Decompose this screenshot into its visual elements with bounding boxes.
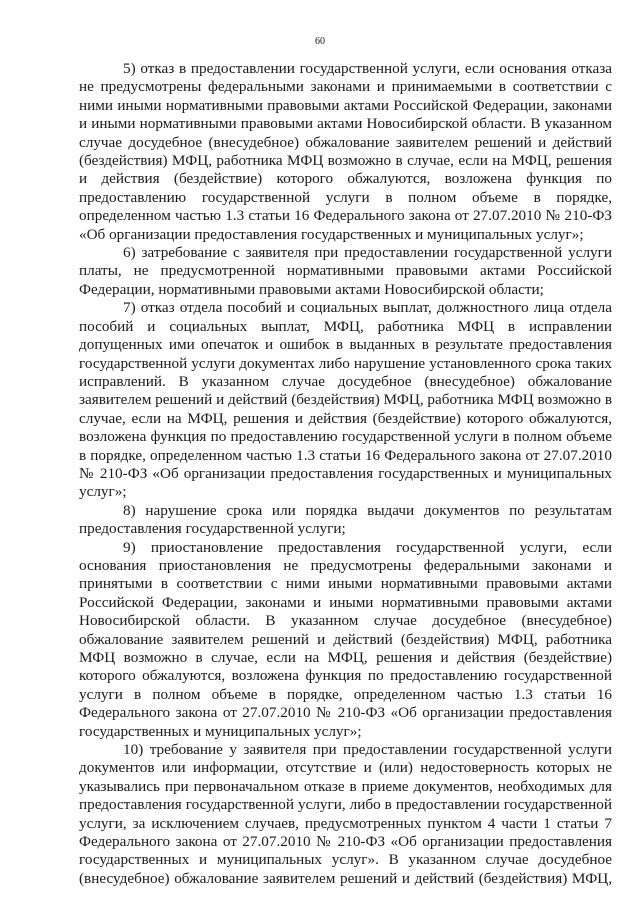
text-line: Новосибирской области. В указанном случае досудебное (внесудебное) bbox=[79, 612, 612, 630]
text-line: пособий и социальных выплат, МФЦ, работника МФЦ в исправлении bbox=[79, 317, 612, 335]
text-line: 10) требование у заявителя при предоставлении государственной услуги bbox=[123, 741, 612, 759]
text-line: и иными нормативными правовыми актами Новосибирской области. В указанном bbox=[79, 115, 612, 133]
text-line: обжалование заявителем решений и действий (бездействия) МФЦ, работника bbox=[79, 630, 612, 648]
text-line: допущенных ими опечаток и ошибок в выданных в результате предоставления bbox=[79, 336, 612, 354]
paragraph bbox=[79, 741, 612, 888]
text-line: случае досудебное (внесудебное) обжалование заявителем решений и действий bbox=[79, 133, 612, 151]
text-line: 8) нарушение срока или порядка выдачи документов по результатам bbox=[123, 501, 612, 519]
text-line: услуги, за исключением случаев, предусмотренных пунктом 4 части 1 статьи 7 bbox=[79, 814, 612, 832]
text-line: государственной услуги документах либо нарушение установленного срока таких bbox=[79, 354, 612, 372]
text-line: принятыми в соответствии с ними иными нормативными правовыми актами bbox=[79, 575, 612, 593]
text-line: предоставления государственной услуги, либо в предоставлении государственной bbox=[79, 796, 612, 814]
text-line: Российской Федерации, законами и иными нормативными правовыми актами bbox=[79, 593, 612, 611]
text-line: Федерального закона от 27.07.2010 № 210-ФЗ «Об организации предоставления bbox=[79, 704, 612, 722]
text-line: заявителем решений и действий (бездействия) МФЦ, работника МФЦ возможно в bbox=[79, 391, 612, 409]
paragraph bbox=[79, 60, 612, 244]
text-line: предоставлению государственной услуги в полном объеме в порядке, bbox=[79, 188, 612, 206]
text-line: 5) отказ в предоставлении государственной услуги, если основания отказа bbox=[123, 60, 612, 77]
text-line: основания приостановления не предусмотрены федеральными законами и bbox=[79, 556, 612, 574]
text-line: государственных и муниципальных услуг». В указанном случае досудебное bbox=[79, 851, 612, 869]
text-line: 7) отказ отдела пособий и социальных выплат, должностного лица отдела bbox=[123, 299, 612, 317]
text-line: платы, не предусмотренной нормативными правовыми актами Российской bbox=[79, 262, 612, 280]
paragraph bbox=[79, 539, 612, 741]
text-line: возложена функция по предоставлению государственной услуги в полном объеме bbox=[79, 428, 612, 446]
text-line: которого обжалуются, возложена функция по предоставлению государственной bbox=[79, 667, 612, 685]
text-line: предоставления государственной услуги; bbox=[79, 520, 346, 538]
text-line: МФЦ возможно в случае, если на МФЦ, решения и действия (бездействие) bbox=[79, 649, 612, 666]
text-line: (бездействия) МФЦ, работника МФЦ возможно в случае, если на МФЦ, решения bbox=[79, 152, 612, 170]
text-line: не предусмотрены федеральными законами и принимаемыми в соответствии с bbox=[79, 78, 612, 96]
text-line: 6) затребование с заявителя при предоставлении государственной услуги bbox=[123, 244, 612, 262]
paragraph bbox=[79, 299, 612, 501]
page-number: 60 bbox=[315, 36, 325, 47]
text-line: 9) приостановление предоставления государственной услуги, если bbox=[123, 538, 612, 556]
text-line: ними иными нормативными правовыми актами Российской Федерации, законами bbox=[79, 96, 612, 114]
text-line: исправлений. В указанном случае досудебное (внесудебное) обжалование bbox=[79, 372, 612, 390]
text-line: (внесудебное) обжалование заявителем решений и действий (бездействия) МФЦ, bbox=[79, 869, 612, 887]
text-line: Федерации, нормативными правовыми актами Новосибирской области; bbox=[79, 280, 544, 298]
text-line: и действия (бездействие) которого обжалуются, возложена функция по bbox=[79, 170, 612, 188]
text-line: № 210-ФЗ «Об организации предоставления государственных и муниципальных bbox=[79, 464, 612, 482]
text-line: государственных и муниципальных услуг»; bbox=[79, 722, 362, 740]
text-line: Федерального закона от 27.07.2010 № 210-ФЗ «Об организации предоставления bbox=[79, 833, 612, 851]
paragraph bbox=[79, 502, 612, 539]
text-line: документов или информации, отсутствие и (или) недостоверность которых не bbox=[79, 759, 612, 777]
text-line: случае, если на МФЦ, решения и действия (бездействие) которого обжалуются, bbox=[79, 409, 612, 427]
paragraph bbox=[79, 244, 612, 299]
text-line: услуг»; bbox=[79, 483, 127, 501]
document-body bbox=[79, 60, 612, 888]
text-line: указывались при первоначальном отказе в приеме документов, необходимых для bbox=[79, 777, 612, 795]
text-line: определенном частью 1.3 статьи 16 Федерального закона от 27.07.2010 № 210-ФЗ bbox=[79, 207, 612, 225]
text-line: в порядке, определенном частью 1.3 статьи 16 Федерального закона от 27.07.2010 bbox=[79, 446, 612, 464]
text-line: услуги в полном объеме в порядке, определенном частью 1.3 статьи 16 bbox=[79, 685, 612, 703]
text-line: «Об организации предоставления государственных и муниципальных услуг»; bbox=[79, 225, 584, 243]
